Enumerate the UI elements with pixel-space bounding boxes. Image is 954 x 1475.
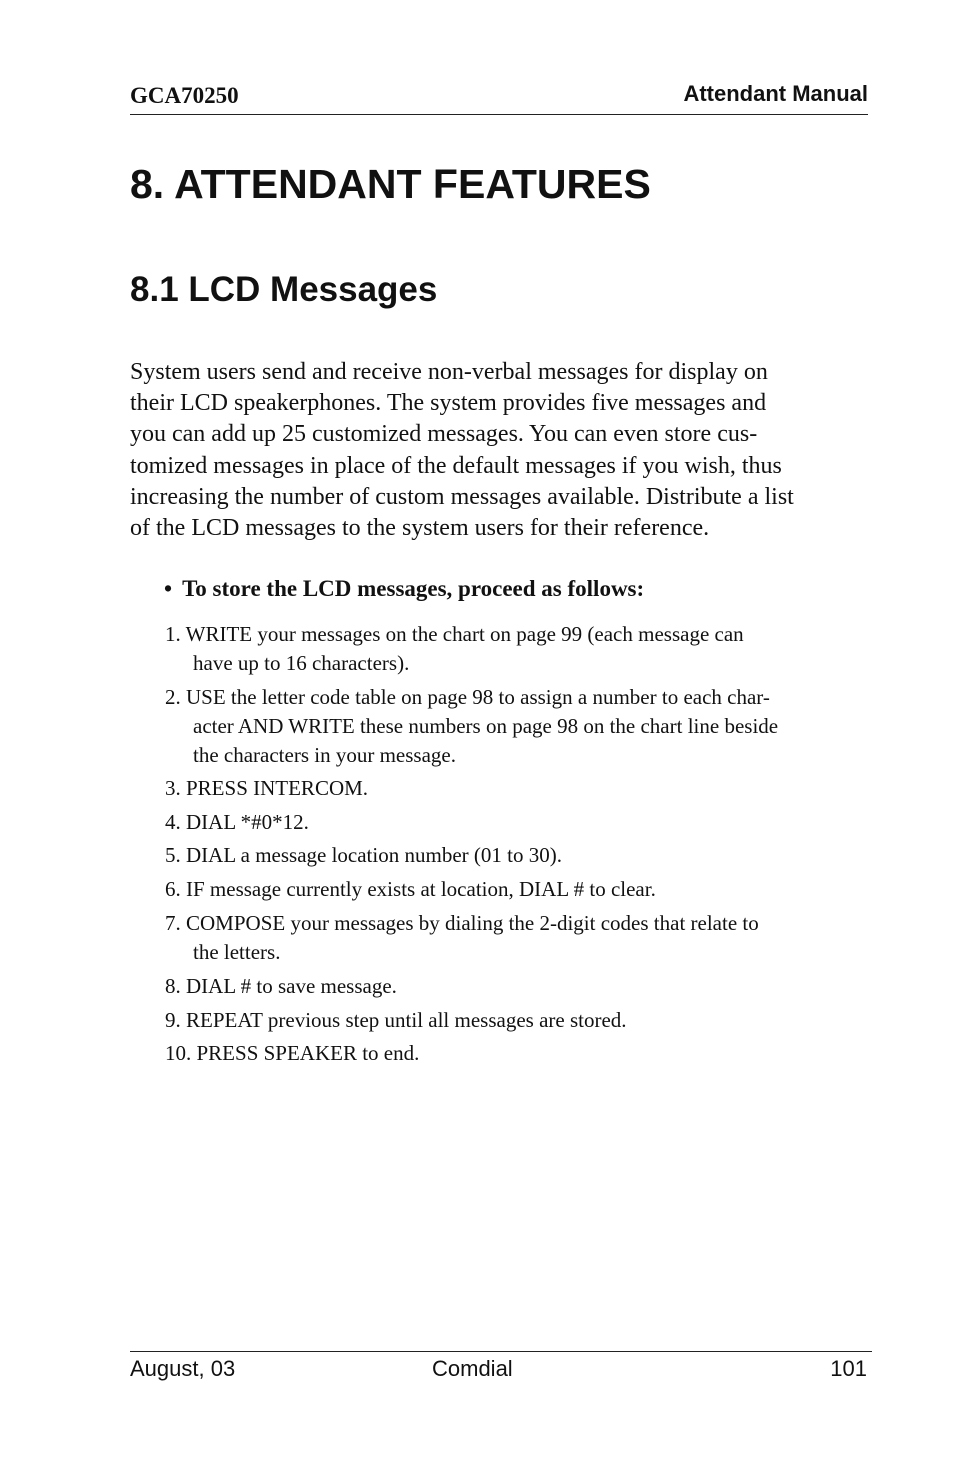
footer-date: August, 03 (130, 1356, 236, 1381)
step-1 (165, 620, 744, 678)
step-text: 1. WRITE your messages on the chart on page 99 (each message can (165, 622, 744, 646)
page-header (130, 80, 868, 115)
step-text: 10. PRESS SPEAKER to end. (165, 1041, 420, 1065)
step-8 (165, 972, 397, 1001)
procedure-bullet (164, 576, 644, 602)
manual-title: Attendant Manual (683, 81, 868, 106)
step-text: 6. IF message currently exists at location, DIAL # to clear. (165, 877, 656, 901)
step-text: 3. PRESS INTERCOM. (165, 776, 369, 800)
footer-company: Comdial (432, 1356, 513, 1381)
intro-line: tomized messages in place of the default messages if you wish, thus (130, 452, 782, 479)
step-7 (165, 909, 759, 967)
step-text-continued: the characters in your message. (193, 743, 456, 767)
bullet-symbol: • (164, 576, 173, 601)
step-text: 4. DIAL *#0*12. (165, 810, 309, 834)
page-footer (130, 1351, 872, 1392)
intro-line: you can add up 25 customized messages. You can even store cus- (130, 421, 758, 448)
step-6 (165, 875, 656, 904)
step-10 (165, 1039, 419, 1068)
step-2 (165, 683, 778, 770)
step-text: 8. DIAL # to save message. (165, 974, 397, 998)
page-number: 101 (830, 1356, 867, 1381)
step-5 (165, 841, 562, 870)
chapter-title: 8. ATTENDANT FEATURES (130, 161, 651, 207)
step-text: 9. REPEAT previous step until all messages are stored. (165, 1008, 627, 1032)
step-3 (165, 774, 368, 803)
step-text-continued: acter AND WRITE these numbers on page 98 on the chart line beside (193, 714, 779, 738)
step-text-continued: the letters. (193, 940, 281, 964)
intro-line: increasing the number of custom messages available. Distribute a list (130, 483, 794, 510)
intro-paragraph (130, 357, 872, 544)
step-4 (165, 808, 309, 837)
intro-line: their LCD speakerphones. The system provides five messages and (130, 390, 767, 417)
step-text: 2. USE the letter code table on page 98 to assign a number to each char- (165, 685, 770, 709)
bullet-text: To store the LCD messages, proceed as follows: (182, 576, 645, 601)
step-text-continued: have up to 16 characters). (193, 651, 410, 675)
step-9 (165, 1006, 627, 1035)
step-text: 5. DIAL a message location number (01 to 30). (165, 843, 562, 867)
intro-line: System users send and receive non-verbal messages for display on (130, 359, 768, 385)
section-title: 8.1 LCD Messages (130, 270, 438, 309)
step-text: 7. COMPOSE your messages by dialing the 2-digit codes that relate to (165, 911, 759, 935)
doc-number: GCA70250 (130, 83, 239, 108)
intro-line: of the LCD messages to the system users for their reference. (130, 515, 710, 542)
